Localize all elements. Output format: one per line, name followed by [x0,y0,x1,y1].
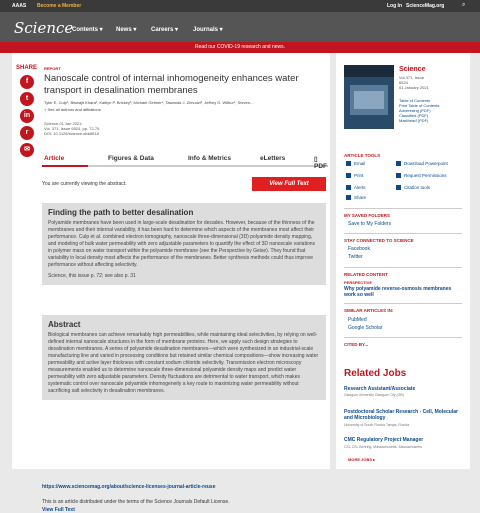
tab-article[interactable]: Article [44,155,65,162]
citation-tools-tool[interactable] [396,185,430,190]
print-toc-link[interactable]: Print Table of Contents [399,103,440,108]
share-tool[interactable] [346,195,366,200]
related-jobs-heading: Related Jobs [344,368,407,379]
email-tool-label: Email [354,161,366,166]
aaas-logo[interactable]: AAAS [12,3,27,9]
editor-summary-box [42,203,326,285]
toc-link[interactable]: Table of Contents [399,98,431,103]
divider [344,267,462,268]
job-title-link[interactable]: CMC Regulatory Project Manager [344,437,424,443]
cover-masthead [344,65,394,77]
twitter-share-icon[interactable]: t [20,92,34,106]
job-employer: University of South Florida Tampa, Florida [344,423,410,427]
license-url-link[interactable]: https://www.sciencemag.org/about/science-licenses-journal-article-reuse [42,484,216,490]
email-tool[interactable] [346,161,365,166]
tab-pdf-label: PDF [314,163,327,170]
facebook-share-icon[interactable]: f [20,75,34,89]
request-permissions-tool[interactable] [396,173,456,178]
job-employer: Glasgow University Glasgow City (GB) [344,393,404,397]
share-tool-label: Share [354,195,367,200]
see-all-authors-link[interactable]: + See all authors and affiliations [44,107,101,112]
pubmed-link[interactable]: PubMed [348,317,367,323]
stay-connected-heading: STAY CONNECTED TO SCIENCE [344,238,414,243]
save-to-folders-link[interactable]: Save to My Folders [348,221,392,227]
abstract-box [42,315,326,400]
science-logo[interactable]: Science [14,19,74,37]
issue-links [399,98,439,123]
login-link[interactable]: Log In [387,3,402,9]
editor-summary-text: Polyamide membranes have been used in large-scale desalination for decades. However, because of the thinness of the membranes and their internal variability, it has been hard to determine which aspects of the membranes most affect their performance. Culp et al. combined electron tomography, nanoscale three-dimensional (3D) polyamide density mapping, and modeling of bulk water permeability with zero adjustable parameters to quantify the effect of 3D nanoscale variations in polymer mass on water transport within the polyamide membrane (see the Perspective by Geise). They found that variability in local density most affects the performance of the membranes. Better synthesis methods could thus improve performance without affecting selectivity. [48,220,316,268]
pub-volume: Vol. 371, Issue 6524, pp. 72-75 [44,126,100,131]
job-employer: CSL CSL Behring, Massachusetts, Massachusetts [344,445,422,449]
become-member-link[interactable]: Become a Member [37,3,82,9]
reddit-share-icon[interactable]: r [20,126,34,140]
pdf-icon: ▯ [314,156,318,163]
job-title-link[interactable]: Research Assistant/Associate [344,386,416,392]
issue-title[interactable]: Science [399,66,426,73]
nav-careers[interactable]: Careers ▾ [151,27,179,33]
print-icon [346,173,351,178]
related-content-type: PERSPECTIVE [344,280,373,285]
article-main [12,53,330,513]
download-powerpoint-label: Download Powerpoint [404,161,448,166]
covid-banner-text[interactable]: Read our COVID-19 research and news. [194,44,286,50]
nav-news[interactable]: News ▾ [116,27,137,33]
related-article-link[interactable]: Why polyamide reverse-osmosis membranes work so well [344,286,452,298]
license-text: This is an article distributed under the terms of the Science Journals Default License. [42,499,230,505]
divider [344,233,462,234]
masthead-link[interactable]: Masthead (PDF) [399,118,429,123]
share-label: SHARE [16,65,38,71]
pub-doi[interactable]: DOI: 10.1126/science.abb8518 [44,131,99,136]
tab-eletters[interactable]: eLetters [260,155,286,162]
download-powerpoint-tool[interactable] [396,161,456,166]
alerts-tool[interactable] [346,185,366,190]
sciencemag-link[interactable]: ScienceMag.org [406,3,445,9]
job-title-link[interactable]: Postdoctoral Scholar Research - Cell, Molecular and Microbiology [344,409,458,421]
permissions-icon [396,173,401,178]
top-bar [0,0,480,12]
issue-cover-image[interactable] [344,65,394,129]
pub-date: Science 01 Jan 2021: [44,121,83,126]
view-full-text-button[interactable]: View Full Text [252,177,326,191]
nav-journals[interactable]: Journals ▾ [193,27,223,33]
divider [344,208,462,209]
alerts-icon [346,185,351,190]
advertising-link[interactable]: Advertising (PDF) [399,108,431,113]
download-icon [396,161,401,166]
covid-banner[interactable] [0,42,480,53]
related-content-heading: RELATED CONTENT [344,272,388,277]
nav-contents[interactable]: Contents ▾ [72,27,103,33]
cited-by-heading[interactable]: CITED BY... [344,342,369,347]
divider [344,337,462,338]
facebook-link[interactable]: Facebook [348,246,370,252]
print-tool-label: Print [354,173,364,178]
active-tab-indicator [42,165,88,167]
article-title: Nanoscale control of internal inhomogeneity enhances water transport in desalination membranes [44,73,299,96]
view-full-text-link[interactable]: View Full Text [42,507,75,513]
print-tool[interactable] [346,173,363,178]
main-nav [0,12,480,42]
request-permissions-label: Request Permissions [404,173,447,178]
abstract-heading: Abstract [48,320,81,329]
sidebar [336,53,470,469]
email-share-icon[interactable]: ✉ [20,143,34,157]
tab-info-metrics[interactable]: Info & Metrics [188,155,231,162]
issue-date: 01 January 2021 [399,85,429,90]
search-icon[interactable]: ⌕ [462,2,466,8]
article-type: REPORT [44,66,61,71]
issue-number: 6524 [399,80,408,85]
cover-art-inner [354,91,384,109]
twitter-link[interactable]: Twitter [348,254,363,260]
article-tabs [42,153,328,170]
issue-meta [399,75,429,90]
linkedin-share-icon[interactable]: in [20,109,34,123]
share-icon [346,195,351,200]
tab-figures[interactable]: Figures & Data [108,155,154,162]
citation-tools-label: Citation tools [404,185,431,190]
editor-summary-heading: Finding the path to better desalination [48,208,194,217]
alerts-tool-label: Alerts [354,185,366,190]
publication-info [44,121,99,136]
saved-folders-heading: MY SAVED FOLDERS [344,213,390,218]
google-scholar-link[interactable]: Google Scholar [348,325,383,331]
email-icon [346,161,351,166]
issue-volume: Vol 371, Issue [399,75,425,80]
editor-summary-ref[interactable]: Science, this issue p. 72; see also p. 31 [48,273,136,279]
divider [344,303,462,304]
abstract-note: You are currently viewing the abstract. [42,181,127,187]
author-list[interactable]: Tyler E. Culp¹, Biswajit Khara², Kaitlyn P. Brickey³, Michael Geitner⁴, Tawanda J. Zimudzi³, Jeffrey D. Wilbur⁵, Steven... [44,100,254,105]
tab-pdf[interactable] [314,155,328,170]
citation-icon [396,185,401,190]
abstract-text: Biological membranes can achieve remarkably high permeabilities, while maintaining ideal selectivities, by relying on well-defined internal nanoscale structures in the form of membrane proteins. Here, we apply such design strategies to desalination membranes. A series of polyamide desalination membranes—which were synthesized in an industrial-scale manufacturing line and varied in processing conditions but retained similar chemical compositions—show increasing water permeability and active layer thickness with constant sodium chloride selectivity. Transmission electron microscopy measurements enabled us to determine nanoscale three-dimensional polyamide density maps and predict water permeability with zero adjustable parameters. Density fluctuations are detrimental to water transport, which makes systematic control over nanoscale polyamide inhomogeneity a key route to maximizing water permeability without sacrificing salt selectivity in desalination membranes. [48,332,319,394]
classified-link[interactable]: Classified (PDF) [399,113,429,118]
similar-articles-heading: SIMILAR ARTICLES IN: [344,308,394,313]
more-jobs-link[interactable]: MORE JOBS ▸ [348,457,376,462]
article-tools-heading: ARTICLE TOOLS [344,153,381,158]
